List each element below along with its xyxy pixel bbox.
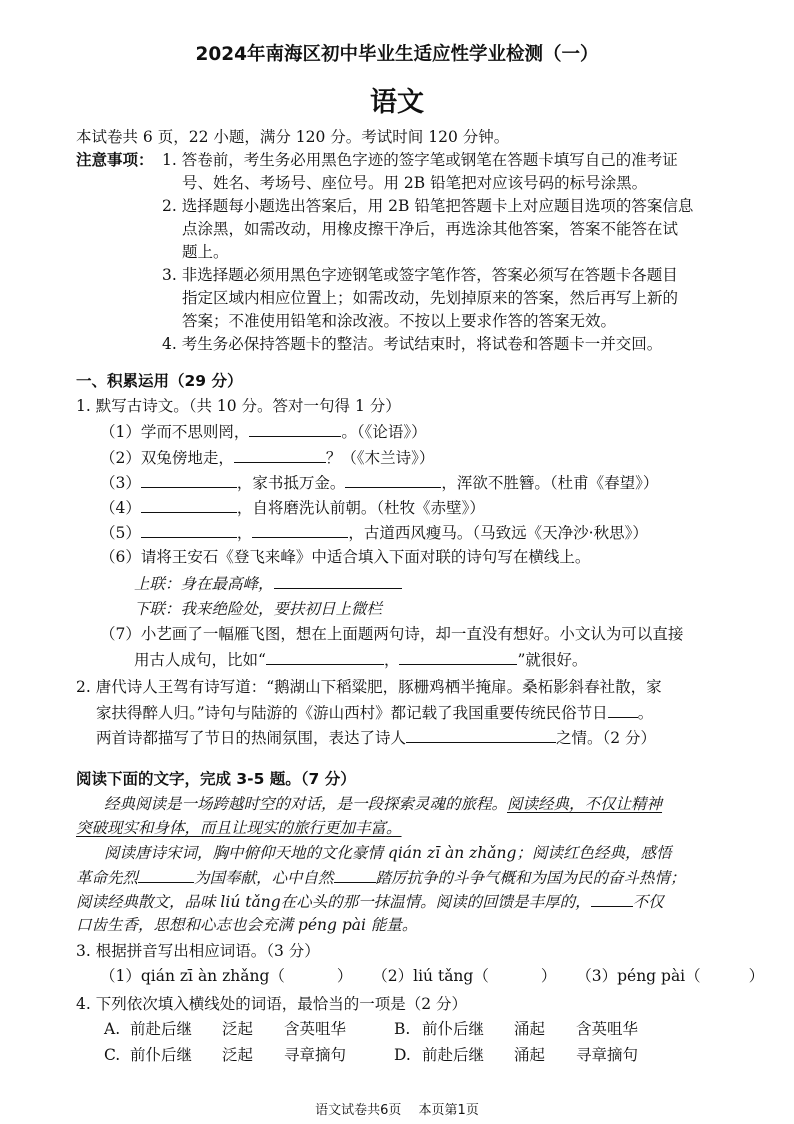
couplet-upper: 上联：身在最高峰，: [134, 572, 402, 595]
reading-paragraph: 经典阅读是一场跨越时空的对话，是一段探索灵魂的旅程。阅读经典，不仅让精神: [104, 795, 663, 813]
reading-paragraph: 口齿生香，思想和心志也会充满 péng pài 能量。: [76, 916, 418, 934]
answer-blank[interactable]: [141, 471, 237, 488]
answer-blank[interactable]: [234, 446, 326, 463]
answer-blank[interactable]: [406, 726, 556, 743]
page-footer: 语文试卷共6页 本页第1页: [315, 1103, 479, 1118]
q1-item-4: （4） ，自将磨洗认前朝。（杜牧《赤壁》）: [100, 496, 485, 519]
reading-paragraph: 革命先烈 为国奉献，心中自然 踏厉抗争的斗争气概和为国为民的奋斗热情；: [76, 866, 686, 889]
notice-line: 4. 考生务必保持答题卡的整洁。考试结束时，将试卷和答题卡一并交回。: [162, 335, 663, 353]
q3-answers: （1）qián zī àn zhǎng（ ） （2）liú tǎng（ ） （3）péng pài（ ）: [100, 967, 765, 985]
reading-paragraph-underlined: 突破现实和身体，而且让现实的旅行更加丰富。: [76, 819, 402, 837]
reading-heading: 阅读下面的文字，完成 3-5 题。（7 分）: [76, 770, 356, 788]
q1-item-6: （6）请将王安石《登飞来峰》中适合填入下面对联的诗句写在横线上。: [100, 548, 591, 566]
answer-blank[interactable]: [591, 890, 633, 907]
intro-text: 本试卷共 6 页，22 小题，满分 120 分。考试时间 120 分钟。: [76, 128, 510, 146]
q1-item-1: （1）学而不思则罔， 。（《论语》）: [100, 420, 427, 443]
q4-option-c[interactable]: C. 前仆后继 泛起 寻章摘句: [104, 1046, 347, 1064]
q4-option-b[interactable]: B. 前仆后继 涌起 含英咀华: [394, 1020, 639, 1038]
notice-label: 注意事项：: [76, 151, 154, 169]
answer-blank[interactable]: [334, 866, 376, 883]
q1-item-2: （2）双兔傍地走， ？（《木兰诗》）: [100, 446, 434, 469]
answer-blank[interactable]: [399, 648, 517, 665]
answer-blank[interactable]: [274, 572, 402, 589]
notice-line: 点涂黑，如需改动，用橡皮擦干净后，再选涂其他答案，答案不能答在试: [182, 220, 679, 238]
notice-line: 1. 答卷前，考生务必用黑色字迹的签字笔或钢笔在答题卡填写自己的准考证: [162, 151, 678, 169]
answer-blank[interactable]: [266, 648, 384, 665]
reading-paragraph: 阅读唐诗宋词，胸中俯仰天地的文化豪情 qián zī àn zhǎng；阅读红色经典，感悟: [104, 844, 672, 862]
q1-item-7: （7）小艺画了一幅雁飞图，想在上面题两句诗，却一直没有想好。小文认为可以直接: [100, 625, 684, 643]
q1-item-7-cont: 用古人成句，比如“ ， ”就很好。: [134, 648, 587, 671]
answer-blank[interactable]: [141, 521, 237, 538]
answer-blank[interactable]: [249, 420, 341, 437]
couplet-lower: 下联：我来绝险处，要扶初日上微栏: [134, 600, 383, 618]
notice-line: 指定区域内相应位置上；如需改动，先划掉原来的答案，然后再写上新的: [182, 289, 679, 307]
answer-blank[interactable]: [608, 701, 638, 718]
notice-line: 题上。: [182, 243, 229, 261]
q2-line-1: 2. 唐代诗人王驾有诗写道：“鹅湖山下稻粱肥，豚栅鸡栖半掩扉。桑柘影斜春社散，家: [76, 678, 662, 696]
reading-paragraph: 阅读经典散文，品味 liú tǎng在心头的那一抹温情。阅读的回馈是丰厚的， 不仅: [76, 890, 664, 913]
section-heading: 一、积累运用（29 分）: [76, 372, 243, 390]
exam-title: 2024年南海区初中毕业生适应性学业检测（一）: [195, 44, 599, 65]
answer-blank[interactable]: [345, 471, 441, 488]
subject-title: 语文: [370, 87, 424, 118]
q3-stem: 3. 根据拼音写出相应词语。（3 分）: [76, 942, 320, 960]
q1-item-5: （5） ， ，古道西风瘦马。（马致远《天净沙·秋思》）: [100, 521, 648, 544]
answer-blank[interactable]: [141, 496, 237, 513]
q2-line-2: 家扶得醉人归。”诗句与陆游的《游山西村》都记载了我国重要传统民俗节日 。: [96, 701, 653, 724]
notice-line: 2. 选择题每小题选出答案后，用 2B 铅笔把答题卡上对应题目选项的答案信息: [162, 197, 694, 215]
q4-option-d[interactable]: D. 前赴后继 涌起 寻章摘句: [394, 1046, 639, 1064]
q1-stem: 1. 默写古诗文。（共 10 分。答对一句得 1 分）: [76, 397, 401, 415]
q1-item-3: （3） ，家书抵万金。 ，浑欲不胜簪。（杜甫《春望》）: [100, 471, 658, 494]
notice-line: 答案；不准使用铅笔和涂改液。不按以上要求作答的答案无效。: [182, 312, 617, 330]
answer-blank[interactable]: [138, 866, 194, 883]
q2-line-3: 两首诗都描写了节日的热闹氛围，表达了诗人 之情。（2 分）: [96, 726, 656, 749]
q4-option-a[interactable]: A. 前赴后继 泛起 含英咀华: [104, 1020, 347, 1038]
notice-line: 3. 非选择题必须用黑色字迹钢笔或签字笔作答，答案必须写在答题卡各题目: [162, 266, 678, 284]
notice-line: 号、姓名、考场号、座位号。用 2B 铅笔把对应该号码的标号涂黑。: [182, 174, 648, 192]
q4-stem: 4. 下列依次填入横线处的词语，最恰当的一项是（2 分）: [76, 995, 468, 1013]
answer-blank[interactable]: [252, 521, 348, 538]
